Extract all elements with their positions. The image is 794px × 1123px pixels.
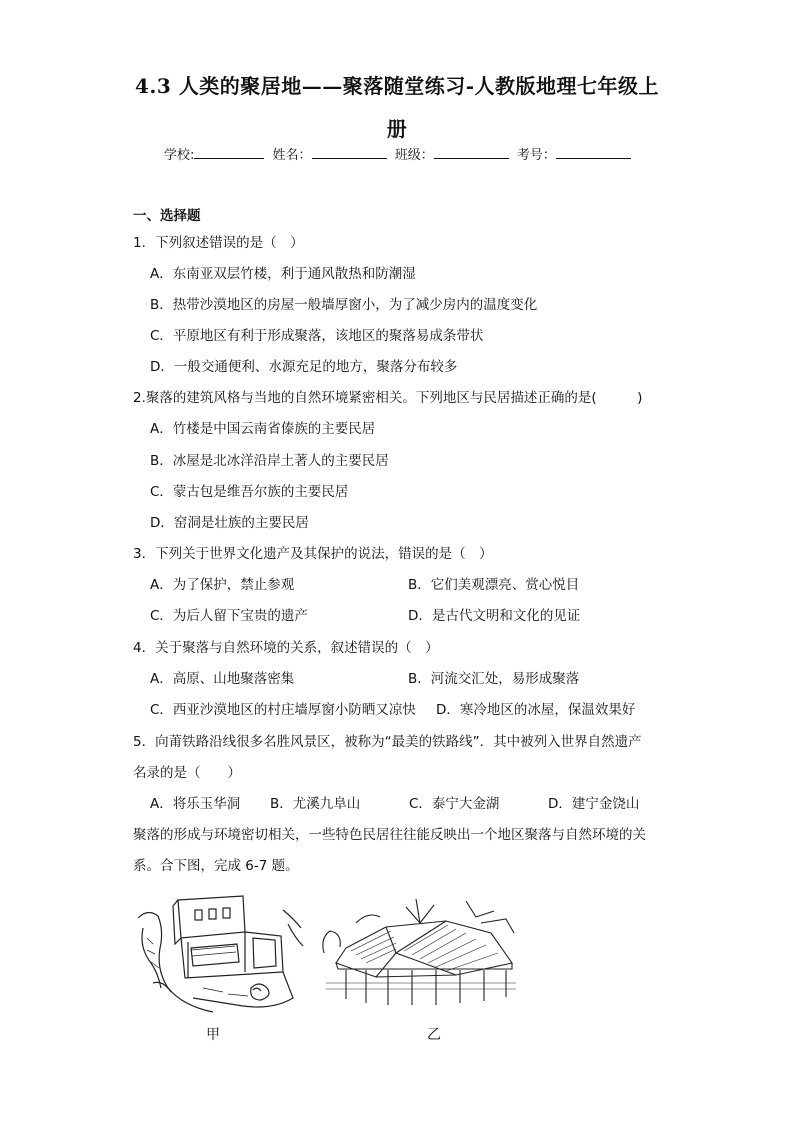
exam-number-label: 考号： — [516, 148, 556, 163]
question-stem: 3．下列关于世界文化遗产及其保护的说法，错误的是（ ） — [133, 546, 493, 562]
option[interactable]: C．为后人留下宝贵的遗产 — [150, 608, 308, 624]
school-blank[interactable] — [194, 147, 264, 159]
figure-caption-yi: 乙 — [427, 1027, 441, 1043]
page-title: 4.3 人类的聚居地——聚落随堂练习-人教版地理七年级上 — [134, 74, 660, 98]
class-blank[interactable] — [434, 147, 509, 159]
option[interactable]: D．是古代文明和文化的见证 — [408, 608, 581, 624]
option[interactable]: B．河流交汇处，易形成聚落 — [408, 671, 580, 687]
option[interactable]: A．将乐玉华洞 — [150, 796, 241, 812]
option[interactable]: D．建宁金饶山 — [548, 796, 640, 812]
desert-house-illustration — [133, 888, 308, 1018]
option[interactable]: A．竹楼是中国云南省傣族的主要民居 — [150, 421, 376, 437]
question-stem-continued: 名录的是（ ） — [133, 765, 241, 781]
option[interactable]: A．为了保护，禁止参观 — [150, 577, 295, 593]
option[interactable]: C．西亚沙漠地区的村庄墙厚窗小防晒又凉快 — [150, 702, 416, 718]
question-stem: 2.聚落的建筑风格与当地的自然环境紧密相关。下列地区与民居描述正确的是( ) — [133, 390, 643, 406]
passage-text: 聚落的形成与环境密切相关，一些特色民居往往能反映出一个地区聚落与自然环境的关 — [133, 827, 646, 843]
option[interactable]: B．尤溪九阜山 — [270, 796, 361, 812]
option[interactable]: D．寒冷地区的冰屋，保温效果好 — [436, 702, 636, 718]
option[interactable]: B．冰屋是北冰洋沿岸土著人的主要民居 — [150, 453, 389, 469]
option[interactable]: A．东南亚双层竹楼，利于通风散热和防潮湿 — [150, 266, 416, 282]
page-title-continued: 册 — [386, 117, 408, 141]
question-stem: 5．向莆铁路沿线很多名胜风景区，被称为“最美的铁路线”．其中被列入世界自然遗产 — [133, 734, 642, 750]
question-stem: 1．下列叙述错误的是（ ） — [133, 235, 304, 251]
option[interactable]: A．高原、山地聚落密集 — [150, 671, 295, 687]
passage-text-continued: 系。合下图，完成 6-7 题。 — [133, 858, 299, 874]
option[interactable]: D．一般交通便利、水源充足的地方，聚落分布较多 — [150, 359, 458, 375]
option[interactable]: B．它们美观漂亮、赏心悦目 — [408, 577, 580, 593]
question-stem: 4．关于聚落与自然环境的关系，叙述错误的（ ） — [133, 640, 439, 656]
class-label: 班级： — [394, 148, 434, 163]
school-label: 学校: — [164, 148, 195, 163]
option[interactable]: C．平原地区有利于形成聚落，该地区的聚落易成条带状 — [150, 328, 484, 344]
option[interactable]: C．蒙古包是维吾尔族的主要民居 — [150, 484, 349, 500]
section-heading: 一、选择题 — [133, 208, 201, 224]
stilt-house-illustration — [316, 893, 524, 1015]
name-label: 姓名： — [272, 148, 312, 163]
student-info-row — [164, 144, 635, 163]
option[interactable]: D．窑洞是壮族的主要民居 — [150, 515, 309, 531]
option[interactable]: B．热带沙漠地区的房屋一般墙厚窗小，为了减少房内的温度变化 — [150, 297, 538, 313]
option[interactable]: C．泰宁大金湖 — [409, 796, 500, 812]
figure-caption-jia: 甲 — [206, 1027, 220, 1043]
name-blank[interactable] — [312, 147, 387, 159]
exam-number-blank[interactable] — [556, 147, 631, 159]
